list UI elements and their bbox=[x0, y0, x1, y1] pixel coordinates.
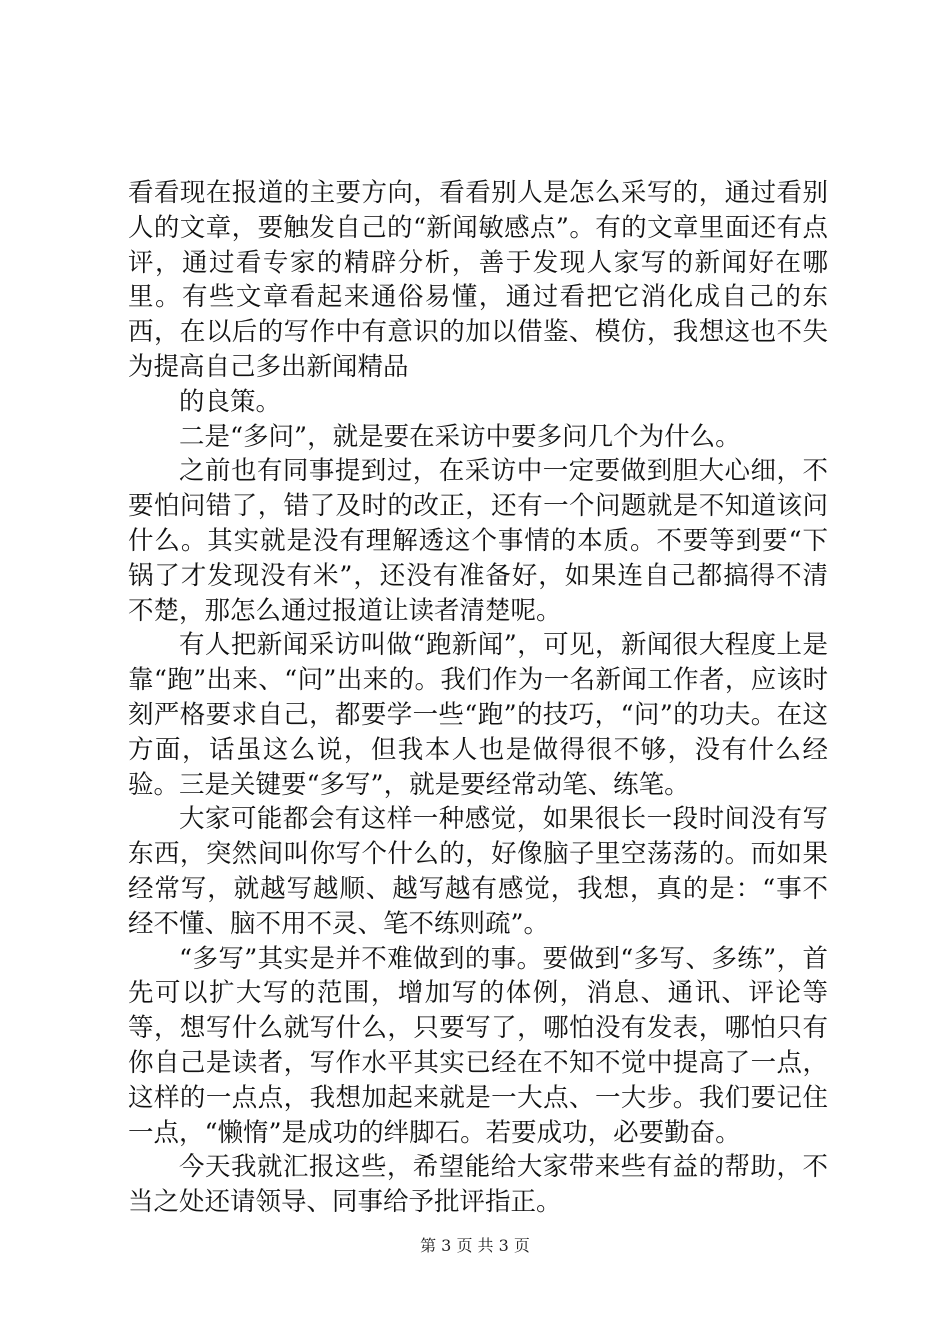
paragraph-interview-advice: 之前也有同事提到过，在采访中一定要做到胆大心细，不要怕问错了，错了及时的改正，还有一个问题就是不知道该问什么。其实就是没有理解透这个事情的本质。不要等到要“下锅了才发现没有米”，还没有准备好，如果连自己都搞得不清不楚，那怎么通过报道让读者清楚呢。 bbox=[128, 456, 828, 626]
paragraph-closing: 今天我就汇报这些，希望能给大家带来些有益的帮助，不当之处还请领导、同事给予批评指正。 bbox=[128, 1152, 828, 1218]
paragraph-running-news: 有人把新闻采访叫做“跑新闻”，可见，新闻很大程度上是靠“跑”出来、“问”出来的。我们作为一名新闻工作者，应该时刻严格要求自己，都要学一些“跑”的技巧，“问”的功夫。在这方面，话虽这么说，但我本人也是做得很不够，没有什么经验。三是关键要“多写”，就是要经常动笔、练笔。 bbox=[128, 630, 828, 800]
paragraph-continued-tail: 的良策。 bbox=[179, 386, 282, 417]
document-body bbox=[128, 176, 828, 1220]
page-number-footer: 第 3 页 共 3 页 bbox=[420, 1236, 530, 1255]
paragraph-write-more: “多写”其实是并不难做到的事。要做到“多写、多练”，首先可以扩大写的范围，增加写的体例，消息、通讯、评论等等，想写什么就写什么，只要写了，哪怕没有发表，哪怕只有你自己是读者，写作水平其实已经在不知不觉中提高了一点，这样的一点点，我想加起来就是一大点、一大步。我们要记住一点，“懒惰”是成功的绊脚石。若要成功，必要勤奋。 bbox=[128, 943, 828, 1148]
paragraph-writing-feeling: 大家可能都会有这样一种感觉，如果很长一段时间没有写东西，突然间叫你写个什么的，好像脑子里空荡荡的。而如果经常写，就越写越顺、越写越有感觉，我想，真的是：“事不经不懂、脑不用不灵、笔不练则疏”。 bbox=[128, 804, 828, 939]
paragraph-point-two: 二是“多问”，就是要在采访中要多问几个为什么。 bbox=[179, 421, 741, 452]
paragraph-continued: 看看现在报道的主要方向，看看别人是怎么采写的，通过看别人的文章，要触发自己的“新闻敏感点”。有的文章里面还有点评，通过看专家的精辟分析，善于发现人家写的新闻好在哪里。有些文章看起来通俗易懂，通过看把它消化成自己的东西，在以后的写作中有意识的加以借鉴、模仿，我想这也不失为提高自己多出新闻精品 bbox=[128, 178, 828, 382]
